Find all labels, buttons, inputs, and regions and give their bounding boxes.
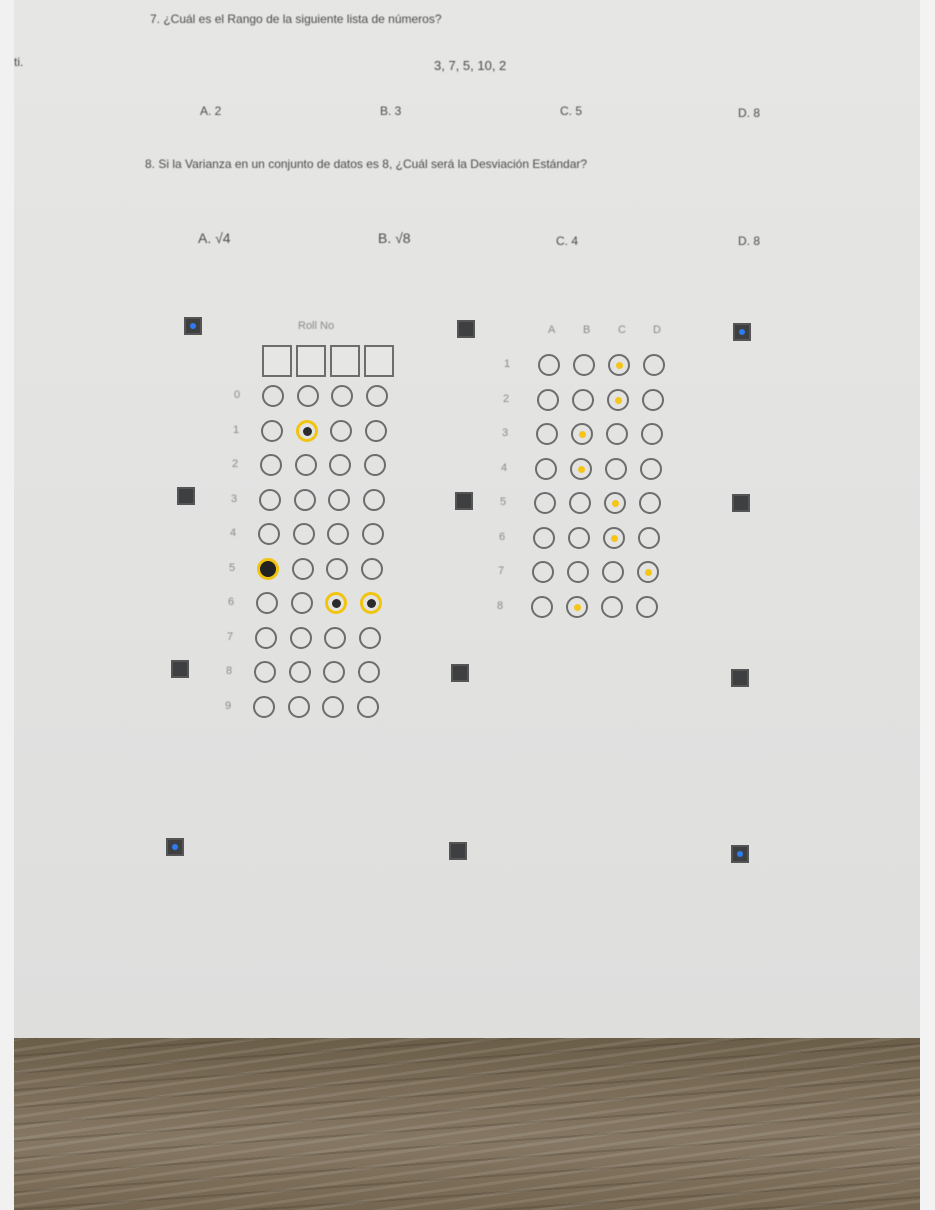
q8-option-d: D. 8: [738, 234, 761, 248]
question-row-label: 1: [503, 358, 511, 370]
roll-bubble: [359, 627, 381, 649]
roll-bubble: [258, 523, 280, 545]
roll-bubble: [259, 489, 281, 511]
roll-bubble: [294, 489, 316, 511]
roll-bubble: [329, 454, 351, 476]
roll-row-label: 9: [224, 699, 232, 712]
roll-bubble: [327, 523, 349, 545]
registration-marker: [451, 664, 469, 682]
answer-bubble: [571, 423, 593, 445]
answer-bubble: [566, 596, 588, 618]
answer-bubble: [534, 492, 556, 514]
answer-bubble: [570, 458, 592, 480]
detected-answer-dot: [645, 569, 652, 576]
detected-answer-dot: [615, 397, 622, 404]
background-left-strip: [0, 0, 14, 1210]
roll-bubble: [322, 696, 344, 718]
roll-bubble: [360, 592, 382, 614]
registration-marker: [449, 842, 467, 860]
roll-bubble: [358, 661, 380, 683]
answer-bubble: [532, 561, 554, 583]
number-list: 3, 7, 5, 10, 2: [434, 58, 507, 73]
q7-option-b: B. 3: [380, 104, 402, 118]
answer-column-header: A: [548, 324, 556, 336]
answer-bubble: [535, 458, 557, 480]
answer-column-header: C: [618, 324, 626, 336]
roll-bubble: [330, 420, 352, 442]
answer-bubble: [643, 354, 665, 376]
roll-bubble: [260, 454, 282, 476]
answer-bubble: [538, 354, 560, 376]
registration-marker: [166, 838, 184, 856]
roll-row-label: 4: [229, 527, 237, 539]
roll-bubble: [364, 454, 386, 476]
detected-answer-dot: [612, 500, 619, 507]
roll-bubble: [292, 558, 314, 580]
q7-option-a: A. 2: [200, 104, 222, 118]
roll-bubble: [297, 385, 319, 407]
answer-bubble: [533, 527, 555, 549]
roll-bubble: [256, 592, 278, 614]
roll-bubble: [362, 523, 384, 545]
question-7-text: 7. ¿Cuál es el Rango de la siguiente lista de números?: [150, 12, 442, 26]
q7-option-d: D. 8: [738, 106, 761, 120]
roll-row-label: 2: [231, 458, 239, 470]
answer-bubble: [608, 354, 630, 376]
roll-bubble: [288, 696, 310, 718]
roll-bubble: [357, 696, 379, 718]
q8-option-a: A. √4: [198, 230, 231, 246]
answer-bubble: [638, 527, 660, 549]
detected-corner-dot: [172, 844, 178, 850]
roll-bubble: [262, 385, 284, 407]
answer-bubble: [642, 389, 664, 411]
detected-answer-dot: [574, 604, 581, 611]
roll-digit-box: [296, 345, 326, 377]
answer-bubble: [640, 458, 662, 480]
answer-bubble: [607, 389, 629, 411]
answer-column-header: D: [653, 324, 661, 336]
roll-bubble: [363, 489, 385, 511]
roll-bubble: [366, 385, 388, 407]
answer-bubble: [637, 561, 659, 583]
answer-bubble: [537, 389, 559, 411]
roll-row-label: 6: [227, 596, 235, 608]
registration-marker: [732, 494, 750, 512]
detected-corner-dot: [190, 323, 196, 329]
roll-bubble: [261, 420, 283, 442]
answer-bubble: [639, 492, 661, 514]
roll-bubble: [293, 523, 315, 545]
answer-bubble: [605, 458, 627, 480]
question-row-label: 3: [501, 427, 509, 439]
registration-marker: [171, 660, 189, 678]
answer-bubble: [602, 561, 624, 583]
registration-marker: [733, 323, 751, 341]
answer-bubble: [603, 527, 625, 549]
roll-row-label: 1: [232, 423, 240, 436]
roll-bubble: [323, 661, 345, 683]
answer-bubble: [531, 596, 553, 618]
roll-bubble: [361, 558, 383, 580]
detected-answer-dot: [579, 431, 586, 438]
question-row-label: 6: [498, 530, 506, 543]
roll-bubble: [289, 661, 311, 683]
registration-marker: [455, 492, 473, 510]
roll-row-label: 8: [225, 665, 233, 677]
roll-bubble: [324, 627, 346, 649]
q8-option-c: C. 4: [556, 234, 579, 248]
answer-bubble: [636, 596, 658, 618]
question-row-label: 8: [496, 599, 504, 612]
question-row-label: 2: [502, 392, 510, 405]
question-7-side-label: ti.: [14, 55, 24, 69]
detected-corner-dot: [737, 851, 743, 857]
answer-bubble: [567, 561, 589, 583]
roll-row-label: 0: [233, 389, 241, 401]
detected-answer-dot: [578, 466, 585, 473]
roll-bubble: [290, 627, 312, 649]
roll-number-header: Roll No: [298, 320, 335, 332]
answer-bubble: [606, 423, 628, 445]
answer-bubble: [572, 389, 594, 411]
question-row-label: 4: [500, 461, 508, 474]
registration-marker: [731, 845, 749, 863]
answer-bubble: [569, 492, 591, 514]
roll-bubble: [326, 558, 348, 580]
question-row-label: 5: [499, 496, 507, 508]
registration-marker: [457, 320, 475, 338]
detected-answer-dot: [611, 535, 618, 542]
roll-bubble: [296, 420, 318, 442]
question-row-label: 7: [497, 565, 505, 577]
answer-bubble: [536, 423, 558, 445]
wooden-table: [14, 1038, 920, 1210]
detected-corner-dot: [739, 329, 745, 335]
q7-option-c: C. 5: [560, 104, 583, 118]
answer-bubble: [601, 596, 623, 618]
roll-bubble: [291, 592, 313, 614]
roll-bubble: [328, 489, 350, 511]
answer-bubble: [573, 354, 595, 376]
roll-bubble: [254, 661, 276, 683]
registration-marker: [177, 487, 195, 505]
registration-marker: [184, 317, 202, 335]
question-8-text: 8. Si la Varianza en un conjunto de datos es 8, ¿Cuál será la Desviación Estándar?: [145, 157, 588, 171]
roll-digit-box: [364, 345, 394, 377]
registration-marker: [731, 669, 749, 687]
roll-digit-box: [262, 345, 292, 377]
roll-row-label: 5: [228, 561, 236, 574]
roll-bubble: [365, 420, 387, 442]
roll-digit-box: [330, 345, 360, 377]
answer-bubble: [641, 423, 663, 445]
background-right-strip: [920, 0, 935, 1210]
detected-answer-dot: [616, 362, 623, 369]
answer-column-header: B: [583, 324, 591, 336]
roll-bubble: [331, 385, 353, 407]
roll-bubble: [253, 696, 275, 718]
roll-bubble: [325, 592, 347, 614]
q8-option-b: B. √8: [378, 230, 411, 246]
answer-bubble: [568, 527, 590, 549]
answer-bubble: [604, 492, 626, 514]
roll-bubble: [257, 558, 279, 580]
roll-row-label: 3: [230, 492, 238, 505]
roll-bubble: [295, 454, 317, 476]
roll-row-label: 7: [226, 630, 234, 643]
roll-bubble: [255, 627, 277, 649]
